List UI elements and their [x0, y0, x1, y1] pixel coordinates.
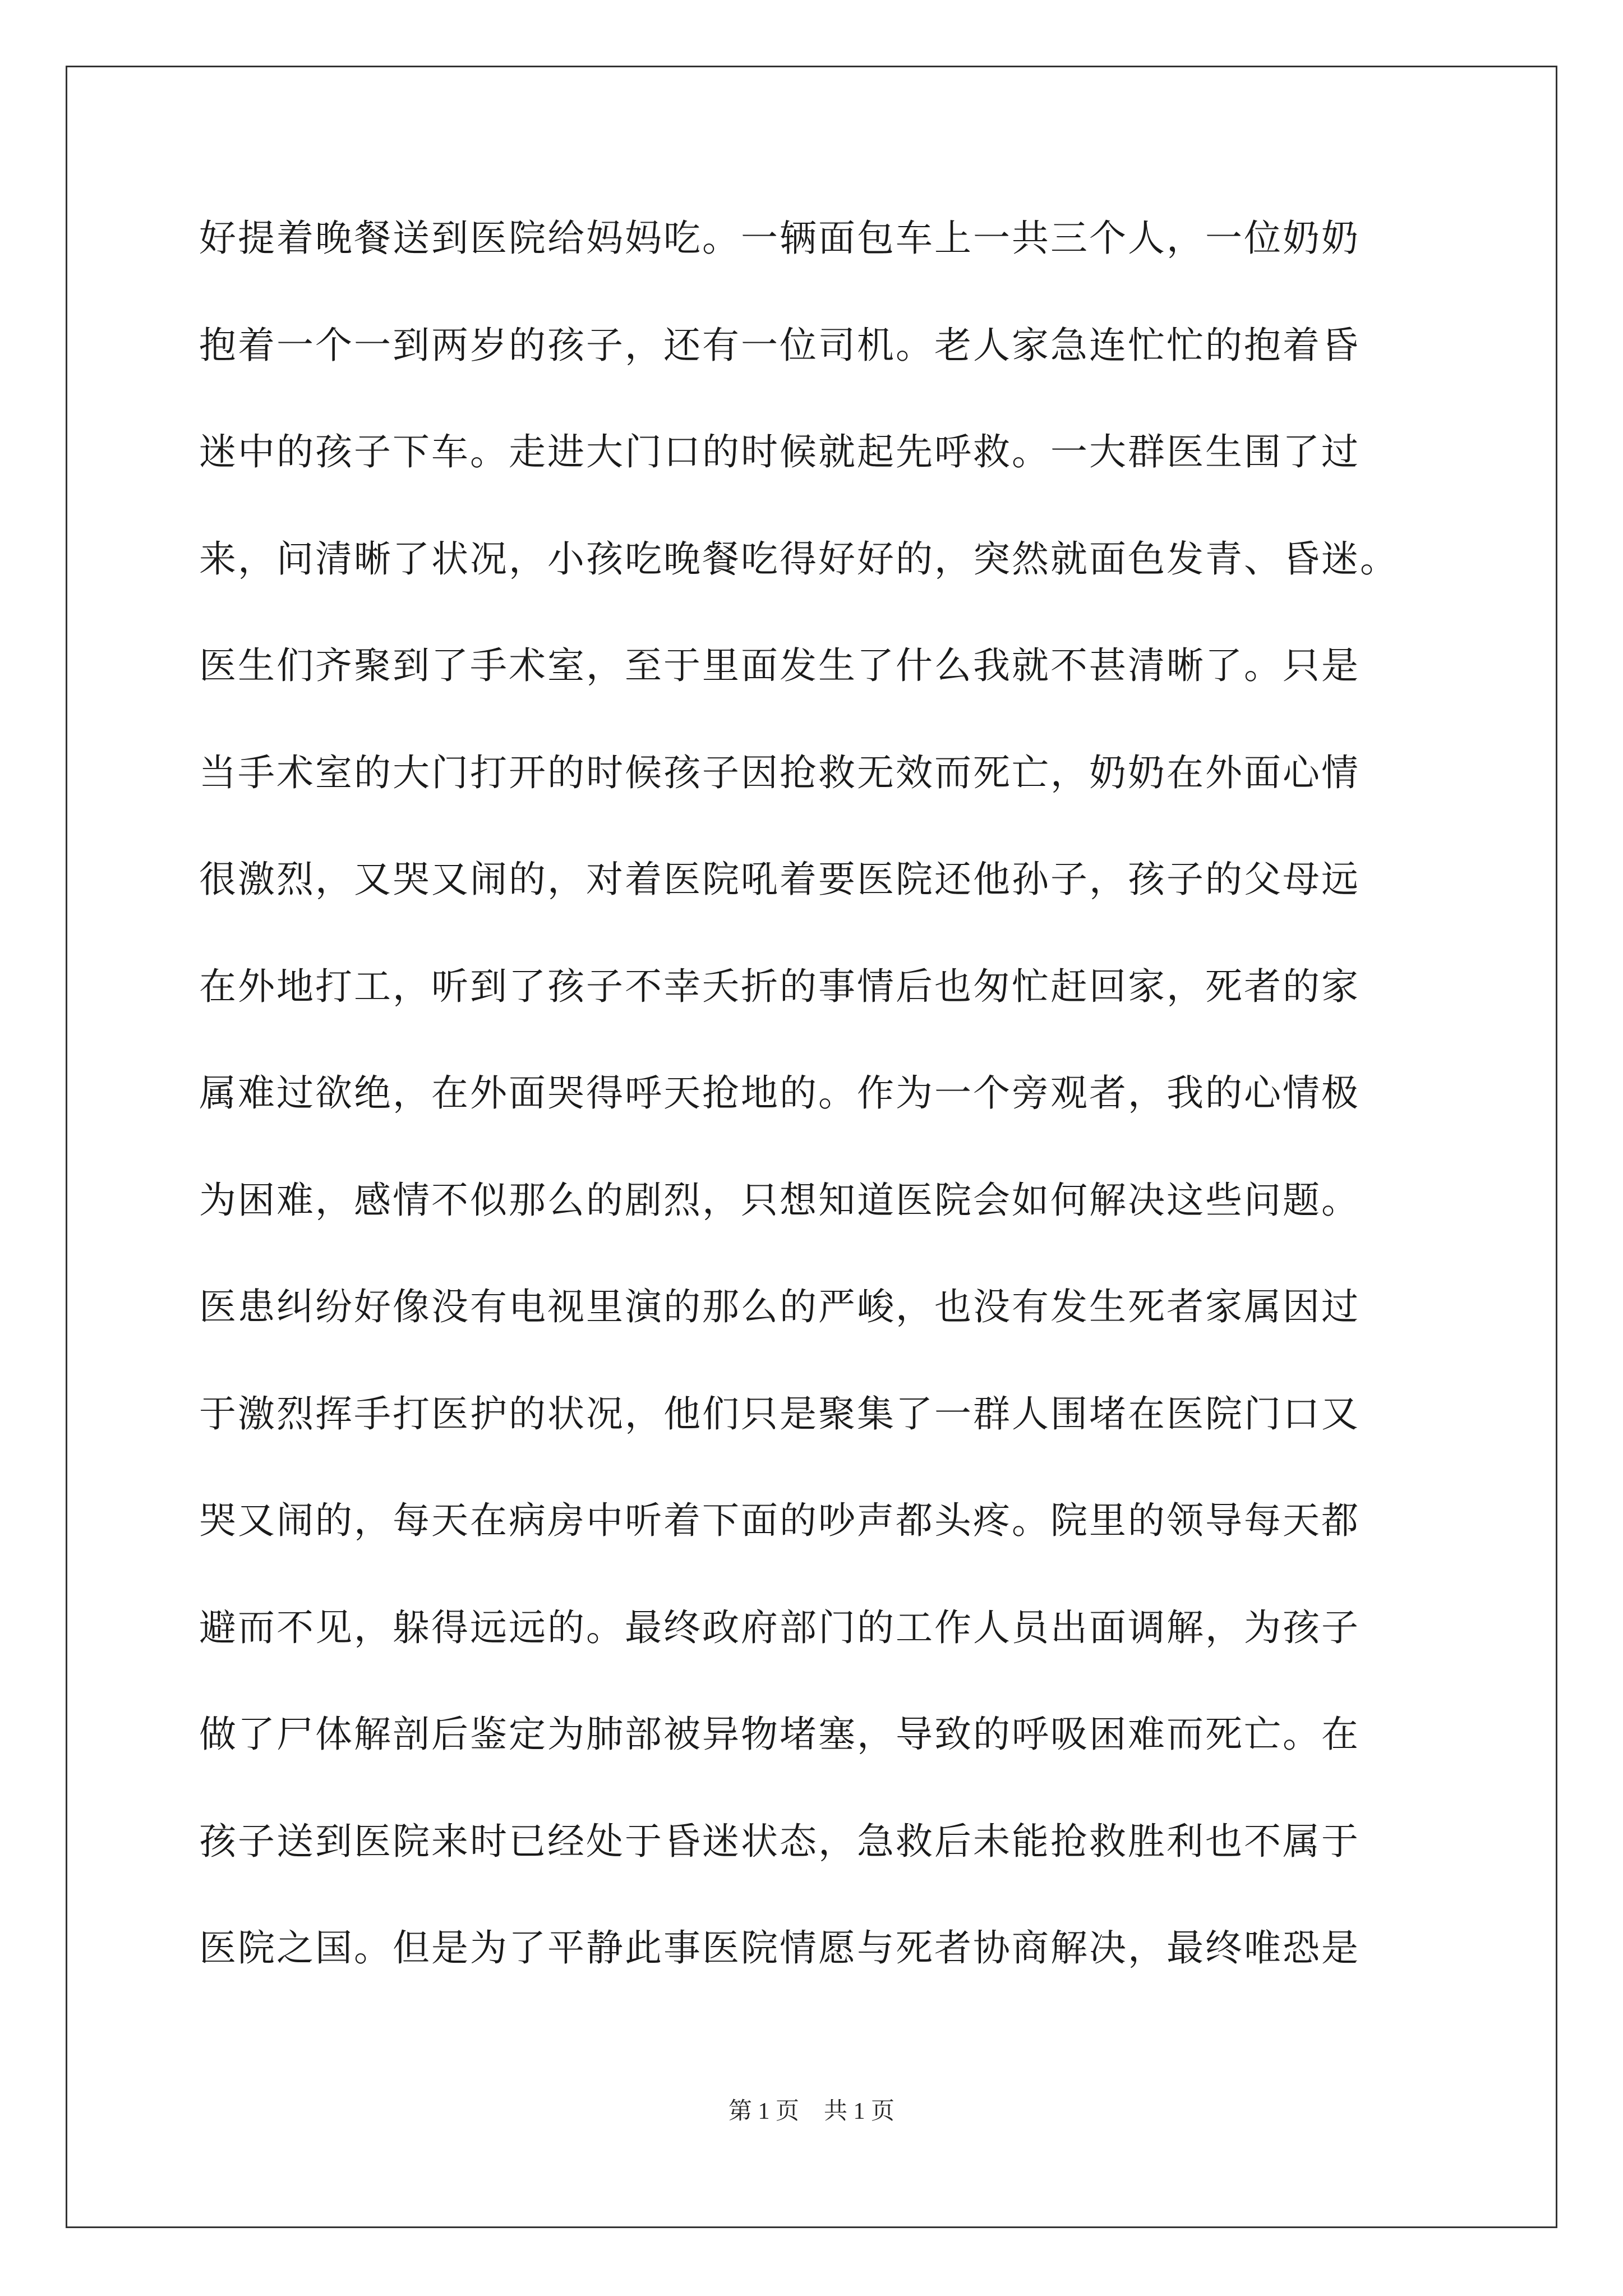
text-line: 哭又闹的，每天在病房中听着下面的吵声都头疼。院里的领导每天都 — [199, 1499, 1360, 1542]
text-line: 避而不见，躲得远远的。最终政府部门的工作人员出面调解，为孩子 — [199, 1605, 1360, 1649]
text-line: 好提着晚餐送到医院给妈妈吃。一辆面包车上一共三个人，一位奶奶 — [199, 217, 1360, 260]
text-line: 抱着一个一到两岁的孩子，还有一位司机。老人家急连忙忙的抱着昏 — [199, 323, 1360, 367]
page-number: 第 1 页 — [728, 2099, 799, 2124]
text-line: 医患纠纷好像没有电视里演的那么的严峻，也没有发生死者家属因过 — [199, 1285, 1360, 1328]
text-line: 孩子送到医院来时已经处于昏迷状态，急救后未能抢救胜利也不属于 — [199, 1819, 1360, 1863]
document-body — [199, 213, 1433, 2030]
text-line: 迷中的孩子下车。走进大门口的时候就起先呼救。一大群医生围了过 — [199, 430, 1360, 473]
text-line: 做了尸体解剖后鉴定为肺部被异物堵塞，导致的呼吸困难而死亡。在 — [199, 1713, 1360, 1756]
text-line: 在外地打工，听到了孩子不幸夭折的事情后也匆忙赶回家，死者的家 — [199, 964, 1360, 1008]
text-line: 属难过欲绝，在外面哭得呼天抢地的。作为一个旁观者，我的心情极 — [199, 1071, 1360, 1115]
text-line: 医生们齐聚到了手术室，至于里面发生了什么我就不甚清晰了。只是 — [199, 644, 1360, 687]
text-line: 很激烈，又哭又闹的，对着医院吼着要医院还他孙子，孩子的父母远 — [199, 858, 1360, 901]
text-line: 当手术室的大门打开的时候孩子因抢救无效而死亡，奶奶在外面心情 — [199, 751, 1360, 794]
text-line: 来，问清晰了状况，小孩吃晚餐吃得好好的，突然就面色发青、昏迷。 — [199, 537, 1399, 581]
text-line: 于激烈挥手打医护的状况，他们只是聚集了一群人围堵在医院门口又 — [199, 1392, 1360, 1435]
text-line: 医院之国。但是为了平静此事医院情愿与死者协商解决，最终唯恐是 — [199, 1926, 1360, 1970]
text-line: 为困难，感情不似那么的剧烈，只想知道医院会如何解决这些问题。 — [199, 1178, 1360, 1222]
page-footer — [0, 2092, 1623, 2126]
page-total: 共 1 页 — [824, 2099, 895, 2124]
